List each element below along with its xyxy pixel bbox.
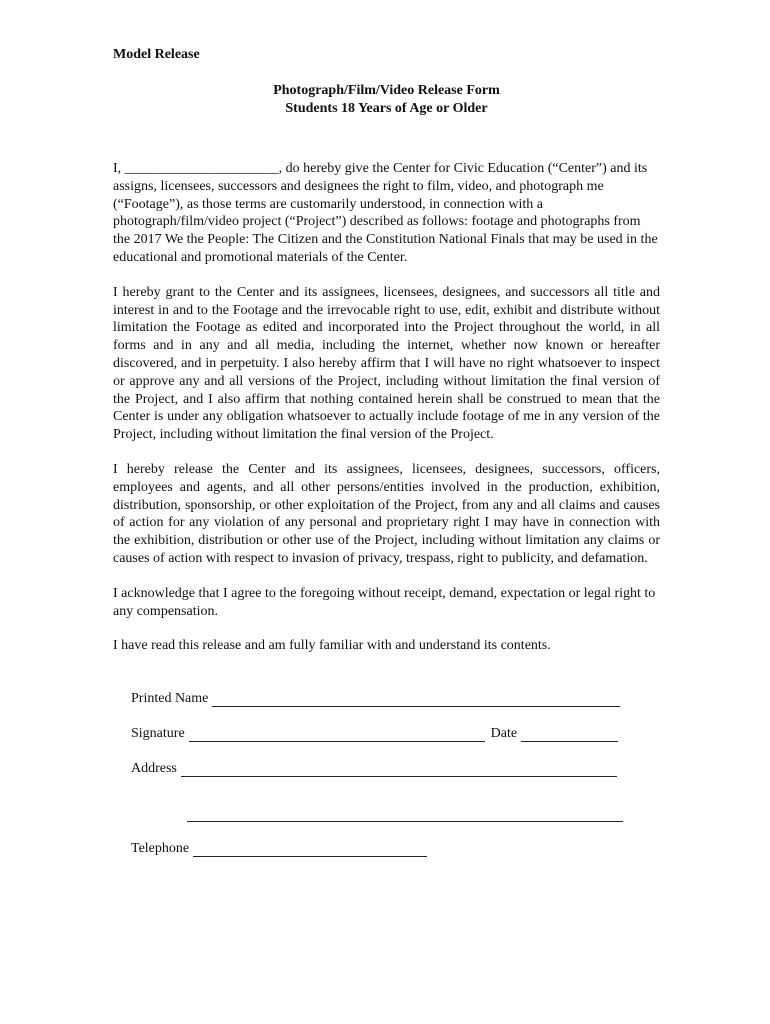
signature-row bbox=[131, 724, 660, 742]
telephone-field[interactable] bbox=[193, 842, 427, 857]
date-field[interactable] bbox=[521, 727, 618, 742]
printed-name-field[interactable] bbox=[212, 692, 620, 707]
release-paragraph-3: I hereby release the Center and its assignees, licensees, designees, successors, officers, employees and agents, and all other persons/entities involved in the production, exhibition, distribution, sponsorship, or other exploitation of the Project, from any and all claims and causes of action for any violation of any personal and proprietary right I may have in connection with the exhibition, distribution or other use of the Project, including without limitation any claims or causes of action with respect to invasion of privacy, trespass, right to publicity, and defamation. bbox=[113, 461, 660, 566]
date-label: Date bbox=[490, 726, 518, 742]
signature-field[interactable] bbox=[189, 727, 485, 742]
form-subtitle: Students 18 Years of Age or Older bbox=[285, 101, 488, 116]
document-label: Model Release bbox=[113, 47, 200, 62]
signature-label: Signature bbox=[131, 726, 185, 742]
release-paragraph-1: I, ______________________, do hereby give the Center for Civic Education (“Center”) and its assigns, licensees, successors and designees the right to film, video, and photograph me (“Footage”), as those terms are customarily understood, in connection with a photograph/film/video project (“Project”) described as follows: footage and photographs from the 2017 We the People: The Citizen and the Constitution National Finals that may be used in the educational and promotional materials of the Center. bbox=[113, 161, 658, 265]
form-title: Photograph/Film/Video Release Form bbox=[273, 83, 500, 98]
telephone-label: Telephone bbox=[131, 841, 190, 857]
title-block bbox=[113, 82, 660, 118]
telephone-row bbox=[131, 839, 660, 857]
address-field-line-2[interactable] bbox=[187, 807, 623, 822]
printed-name-label: Printed Name bbox=[131, 691, 209, 707]
release-paragraph-2: I hereby grant to the Center and its assignees, licensees, designees, and successors all title and interest in and to the Footage and the irrevocable right to use, edit, exhibit and distribute without limitation the Footage as edited and incorporated into the Project throughout the world, in all forms and in any and all media, including the internet, whether now known or hereafter discovered, and in perpetuity. I also hereby affirm that I will have no right whatsoever to inspect or approve any and all versions of the Project, including without limitation the final version of the Project, and I also affirm that nothing contained herein shall be construed to mean that the Center is under any obligation whatsoever to actually include footage of me in any version of the Project, including without limitation the final version of the Project. bbox=[113, 284, 660, 443]
printed-name-row bbox=[131, 689, 660, 707]
address-row bbox=[131, 759, 660, 777]
address-row-2 bbox=[131, 804, 660, 822]
address-field-line-1[interactable] bbox=[181, 762, 617, 777]
release-paragraph-4: I acknowledge that I agree to the foregoing without receipt, demand, expectation or legal right to any compensation. bbox=[113, 585, 656, 619]
address-label: Address bbox=[131, 761, 177, 777]
release-paragraph-5: I have read this release and am fully familiar with and understand its contents. bbox=[113, 638, 551, 654]
signature-fields bbox=[113, 689, 660, 857]
